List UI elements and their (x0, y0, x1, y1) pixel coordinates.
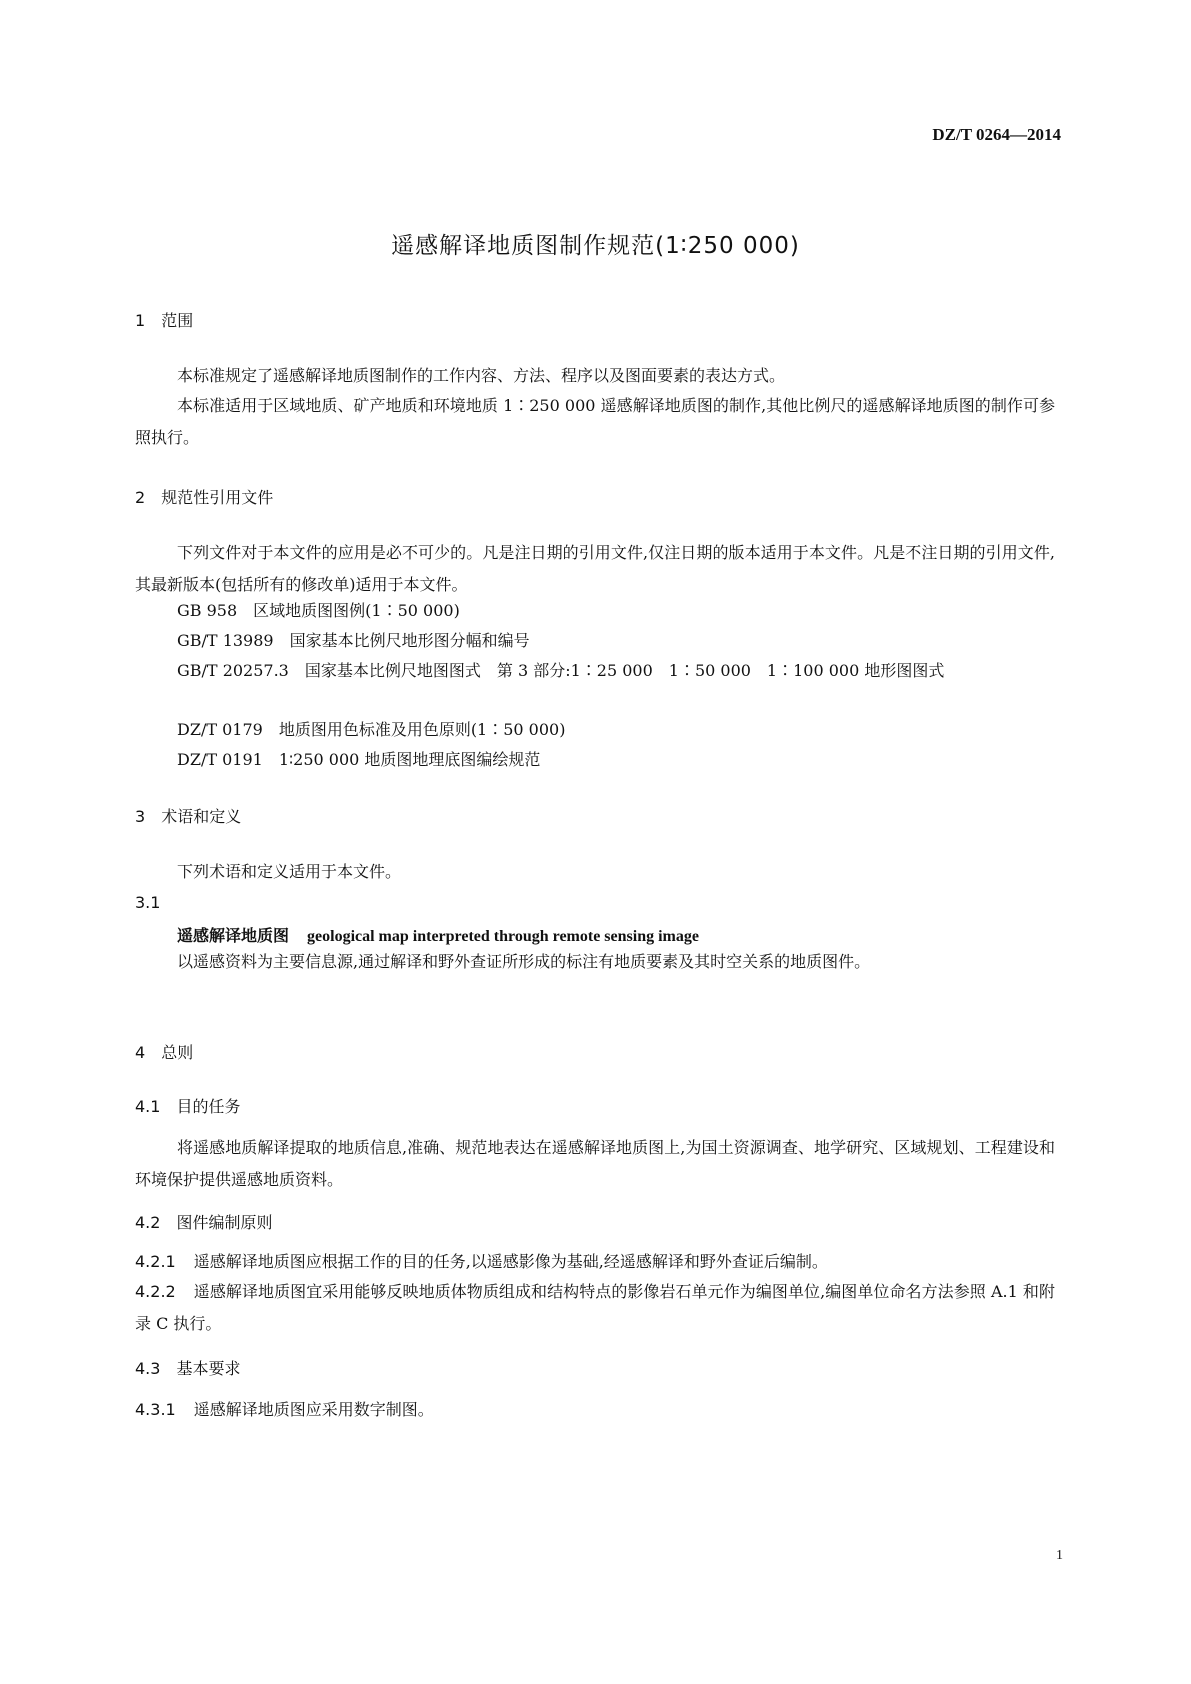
clause-number: 4.2.2 (135, 1282, 176, 1301)
section-1-paragraph-2: 本标准适用于区域地质、矿产地质和环境地质 1∶250 000 遥感解译地质图的制作,其他比例尺的遥感解译地质图的制作可参照执行。 (135, 396, 1055, 447)
section-number: 4.3 (135, 1359, 161, 1378)
section-number: 1 (135, 311, 146, 330)
clause-text: 遥感解译地质图应采用数字制图。 (193, 1400, 434, 1419)
section-title: 术语和定义 (161, 807, 242, 826)
reference-item (135, 655, 1055, 687)
section-4-heading (135, 1040, 193, 1063)
section-title: 总则 (161, 1043, 194, 1062)
section-4-2-heading (135, 1210, 272, 1233)
reference-code: GB/T 13989 (177, 631, 274, 650)
reference-code: DZ/T 0191 (177, 750, 263, 769)
reference-title: 国家基本比例尺地形图分幅和编号 (289, 631, 530, 650)
reference-item (177, 595, 460, 627)
term-definition: 以遥感资料为主要信息源,通过解译和野外查证所形成的标注有地质要素及其时空关系的地质图件。 (177, 952, 871, 971)
reference-item (177, 714, 565, 746)
reference-code: GB/T 20257.3 (177, 661, 289, 680)
term-english: geological map interpreted through remote sensing image (307, 928, 699, 945)
clause-4-2-2 (135, 1276, 1055, 1340)
clause-number: 4.2.1 (135, 1252, 176, 1271)
section-1-paragraph-1: 本标准规定了遥感解译地质图制作的工作内容、方法、程序以及图面要素的表达方式。 (177, 366, 786, 385)
section-number: 2 (135, 488, 146, 507)
section-number: 4 (135, 1043, 146, 1062)
section-title: 规范性引用文件 (161, 488, 274, 507)
clause-4-2-1 (135, 1246, 1055, 1278)
section-number: 3 (135, 807, 146, 826)
clause-text: 遥感解译地质图宜采用能够反映地质体物质组成和结构特点的影像岩石单元作为编图单位,编图单位命名方法参照 A.1 和附录 C 执行。 (135, 1282, 1055, 1333)
reference-item (177, 625, 530, 657)
clause-number: 4.3.1 (135, 1400, 176, 1419)
reference-title: 国家基本比例尺地图图式 第 3 部分:1∶25 000 1∶50 000 1∶100 000 地形图图式 (304, 661, 945, 680)
clause-4-3-1 (135, 1394, 1055, 1426)
page-number: 1 (1056, 1548, 1063, 1563)
reference-title: 1∶250 000 地质图地理底图编绘规范 (278, 750, 541, 769)
document-title: 遥感解译地质图制作规范(1∶250 000) (391, 233, 800, 259)
section-3-intro: 下列术语和定义适用于本文件。 (177, 862, 402, 881)
standard-code: DZ/T 0264—2014 (932, 125, 1061, 144)
section-number: 4.1 (135, 1097, 161, 1116)
section-title: 基本要求 (176, 1359, 241, 1378)
section-4-3-heading (135, 1356, 240, 1379)
reference-code: GB 958 (177, 601, 238, 620)
section-2-heading (135, 485, 273, 508)
reference-title: 地质图用色标准及用色原则(1∶50 000) (278, 720, 566, 739)
reference-item (177, 744, 540, 776)
section-2-intro: 下列文件对于本文件的应用是必不可少的。凡是注日期的引用文件,仅注日期的版本适用于本文件。凡是不注日期的引用文件,其最新版本(包括所有的修改单)适用于本文件。 (135, 543, 1055, 594)
term-chinese: 遥感解译地质图 (177, 926, 290, 945)
section-1-heading (135, 308, 193, 331)
clause-text: 遥感解译地质图应根据工作的目的任务,以遥感影像为基础,经遥感解译和野外查证后编制。 (193, 1252, 828, 1271)
reference-code: DZ/T 0179 (177, 720, 263, 739)
section-4-1-heading (135, 1094, 240, 1117)
section-4-1-paragraph: 将遥感地质解译提取的地质信息,准确、规范地表达在遥感解译地质图上,为国土资源调查、地学研究、区域规划、工程建设和环境保护提供遥感地质资料。 (135, 1138, 1055, 1189)
term-number: 3.1 (135, 893, 161, 912)
reference-title: 区域地质图图例(1∶50 000) (253, 601, 460, 620)
section-title: 图件编制原则 (176, 1213, 273, 1232)
section-number: 4.2 (135, 1213, 161, 1232)
term-entry (177, 923, 699, 946)
section-title: 范围 (161, 311, 194, 330)
section-title: 目的任务 (176, 1097, 241, 1116)
section-3-heading (135, 804, 241, 827)
